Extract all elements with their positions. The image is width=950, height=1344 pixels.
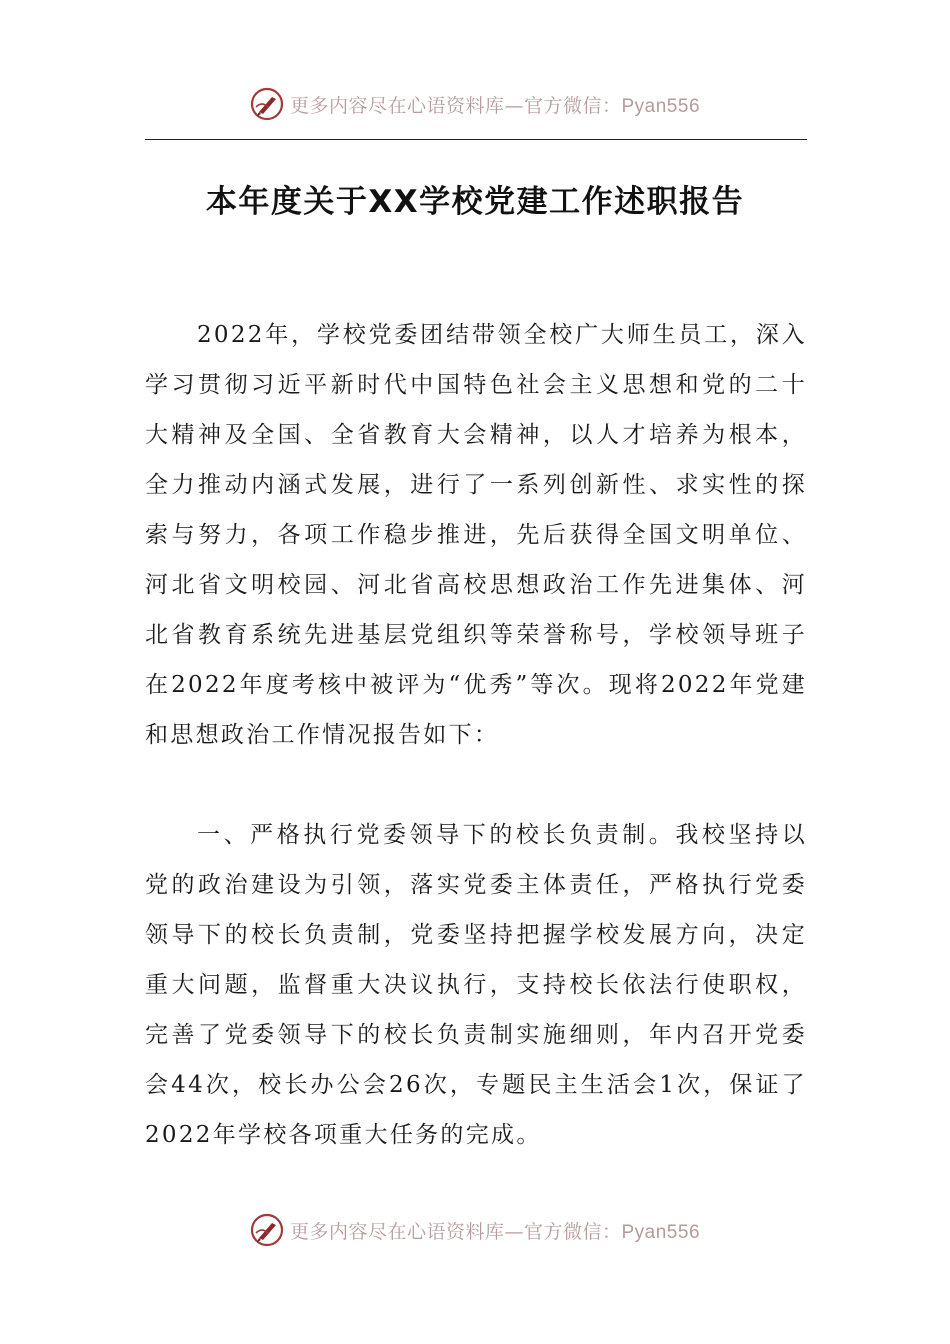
- watermark-wechat-id: Pyan556: [621, 1221, 701, 1243]
- watermark-text: [290, 91, 700, 118]
- paragraph-line: 会44次，校长办公会26次，专题民主生活会1次，保证了: [145, 1072, 807, 1098]
- paragraph-line: 一、严格执行党委领导下的校长负责制。我校坚持以: [197, 822, 807, 848]
- paragraph-section-one: [145, 810, 807, 1160]
- header-watermark: [0, 84, 950, 124]
- watermark-text: [290, 1217, 700, 1244]
- document-title: 本年度关于XX学校党建工作述职报告: [205, 184, 745, 220]
- paragraph-line: 2022年，学校党委团结带领全校广大师生员工，深入: [197, 322, 807, 348]
- watermark-separator: —: [504, 1220, 524, 1243]
- watermark-wechat-id: Pyan556: [621, 95, 701, 117]
- watermark-site-text: 更多内容尽在心语资料库: [289, 94, 505, 117]
- paragraph-line: 学习贯彻习近平新时代中国特色社会主义思想和党的二十: [145, 372, 807, 398]
- paragraph-line: 和思想政治工作情况报告如下：: [145, 722, 500, 748]
- pen-nib-logo-icon: [250, 1213, 284, 1247]
- paragraph-line: 大精神及全国、全省教育大会精神，以人才培养为根本，: [145, 422, 807, 448]
- pen-nib-logo-icon: [250, 87, 284, 121]
- paragraph-line: 2022年学校各项重大任务的完成。: [145, 1122, 542, 1148]
- watermark-site-text: 更多内容尽在心语资料库: [289, 1220, 505, 1243]
- paragraph-line: 在2022年度考核中被评为“优秀”等次。现将2022年党建: [145, 672, 807, 698]
- paragraph-line: 索与努力，各项工作稳步推进，先后获得全国文明单位、: [145, 522, 807, 548]
- header-divider: [145, 139, 807, 140]
- paragraph-line: 重大问题，监督重大决议执行，支持校长依法行使职权，: [145, 972, 807, 998]
- footer-watermark: [0, 1210, 950, 1250]
- paragraph-line: 河北省文明校园、河北省高校思想政治工作先进集体、河: [145, 572, 807, 598]
- paragraph-line: 北省教育系统先进基层党组织等荣誉称号，学校领导班子: [145, 622, 807, 648]
- paragraph-line: 完善了党委领导下的校长负责制实施细则，年内召开党委: [145, 1022, 807, 1048]
- paragraph-line: 全力推动内涵式发展，进行了一系列创新性、求实性的探: [145, 472, 807, 498]
- watermark-separator: —: [504, 94, 524, 117]
- watermark-wechat-label: 官方微信：: [523, 94, 622, 117]
- paragraph-intro: [145, 310, 807, 760]
- paragraph-line: 党的政治建设为引领，落实党委主体责任，严格执行党委: [145, 872, 807, 898]
- paragraph-line: 领导下的校长负责制，党委坚持把握学校发展方向，决定: [145, 922, 807, 948]
- watermark-wechat-label: 官方微信：: [523, 1220, 622, 1243]
